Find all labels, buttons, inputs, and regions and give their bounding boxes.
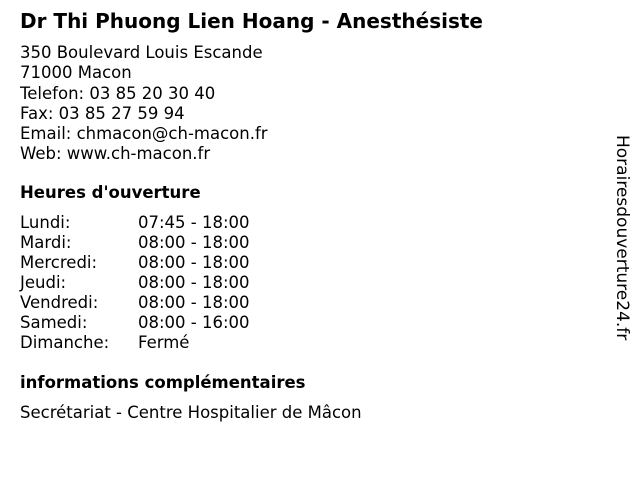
day-label: Vendredi:	[20, 293, 99, 312]
address-line-1: 350 Boulevard Louis Escande	[20, 43, 263, 62]
time-value: 08:00 - 18:00	[138, 233, 250, 252]
day-label: Samedi:	[20, 313, 88, 332]
contact-block	[20, 43, 268, 165]
day-label: Lundi:	[20, 213, 71, 232]
day-label: Dimanche:	[20, 333, 110, 352]
day-label: Mercredi:	[20, 253, 98, 272]
hours-row-wednesday	[20, 253, 250, 273]
opening-hours-table	[20, 213, 250, 353]
additional-info-heading: informations complémentaires	[20, 373, 306, 392]
fax-line: Fax: 03 85 27 59 94	[20, 103, 185, 123]
time-value: 08:00 - 16:00	[138, 313, 250, 332]
time-value: 08:00 - 18:00	[138, 273, 250, 292]
hours-row-thursday	[20, 273, 250, 293]
additional-info-text: Secrétariat - Centre Hospitalier de Mâcon	[20, 403, 362, 422]
hours-row-monday	[20, 213, 250, 233]
time-value: 08:00 - 18:00	[138, 293, 250, 312]
site-brand-vertical: Horairesdouverture24.fr	[612, 135, 632, 341]
phone-line: Telefon: 03 85 20 30 40	[20, 83, 216, 103]
hours-row-saturday	[20, 313, 250, 333]
time-value: Fermé	[138, 333, 190, 352]
hours-row-sunday	[20, 333, 250, 353]
time-value: 07:45 - 18:00	[138, 213, 250, 232]
email-line: Email: chmacon@ch-macon.fr	[20, 124, 268, 144]
day-label: Mardi:	[20, 233, 72, 252]
web-line: Web: www.ch-macon.fr	[20, 144, 211, 164]
time-value: 08:00 - 18:00	[138, 253, 250, 272]
hours-row-tuesday	[20, 233, 250, 253]
opening-hours-heading: Heures d'ouverture	[20, 183, 201, 202]
day-label: Jeudi:	[20, 273, 67, 292]
address-line-2: 71000 Macon	[20, 63, 132, 83]
page-title: Dr Thi Phuong Lien Hoang - Anesthésiste	[20, 9, 483, 33]
hours-row-friday	[20, 293, 250, 313]
